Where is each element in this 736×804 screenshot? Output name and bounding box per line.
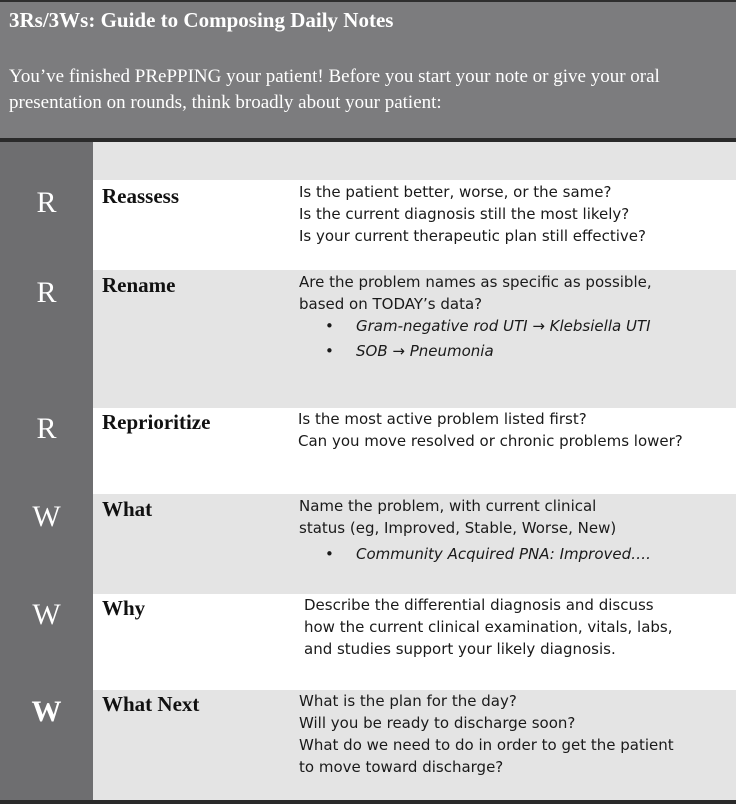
row-description: [298, 408, 683, 452]
row-title: What: [102, 497, 153, 521]
row-description: [304, 594, 673, 660]
row-letter: R: [36, 412, 57, 445]
description-line: and studies support your likely diagnosis.: [304, 640, 616, 658]
description-line: Can you move resolved or chronic problems lower?: [298, 432, 683, 450]
bottom-rule: [0, 800, 736, 804]
row-letter: R: [36, 276, 57, 309]
row-letter: W: [32, 500, 61, 533]
guide-title: 3Rs/3Ws: Guide to Composing Daily Notes: [9, 8, 394, 32]
description-line: Describe the differential diagnosis and discuss: [304, 596, 654, 614]
row-what: [0, 494, 736, 594]
description-line: What is the plan for the day?: [299, 692, 517, 710]
row-title: Reassess: [102, 184, 179, 208]
row-description: [299, 271, 652, 362]
row-title: Rename: [102, 273, 176, 297]
bullet-item: • Gram-negative rod UTI → Klebsiella UTI: [299, 315, 652, 337]
description-line: Is the most active problem listed first?: [298, 410, 587, 428]
row-letter: W: [31, 695, 62, 728]
table-top-strip: [93, 142, 736, 180]
description-line: Are the problem names as specific as possible,: [299, 273, 652, 291]
description-line: Is the current diagnosis still the most likely?: [299, 205, 630, 223]
row-description: [299, 495, 651, 565]
row-what-next: [0, 690, 736, 800]
row-description: [299, 181, 646, 247]
row-reprioritize: [0, 408, 736, 494]
row-title: Reprioritize: [102, 410, 211, 434]
row-reassess: [0, 180, 736, 270]
row-why: [0, 594, 736, 690]
intro-text: You’ve finished PRePPING your patient! Before you start your note or give your oral presentation on rounds, think broadly about your patient:: [9, 66, 660, 113]
row-letter: R: [36, 186, 57, 219]
row-title: What Next: [102, 692, 200, 716]
description-line: how the current clinical examination, vitals, labs,: [304, 618, 673, 636]
description-line: status (eg, Improved, Stable, Worse, New): [299, 519, 617, 537]
description-line: What do we need to do in order to get the patient: [299, 736, 674, 754]
row-title: Why: [102, 596, 146, 620]
description-line: Is your current therapeutic plan still effective?: [299, 227, 646, 245]
description-line: Will you be ready to discharge soon?: [299, 714, 576, 732]
bullet-item: • SOB → Pneumonia: [299, 340, 652, 362]
description-line: to move toward discharge?: [299, 758, 504, 776]
row-letter: W: [32, 598, 61, 631]
bullet-item: • Community Acquired PNA: Improved….: [299, 543, 651, 565]
row-rename: [0, 270, 736, 408]
description-line: Is the patient better, worse, or the same?: [299, 183, 612, 201]
header-panel: [0, 0, 736, 138]
row-description: [299, 690, 674, 778]
description-line: based on TODAY’s data?: [299, 295, 483, 313]
description-line: Name the problem, with current clinical: [299, 497, 597, 515]
